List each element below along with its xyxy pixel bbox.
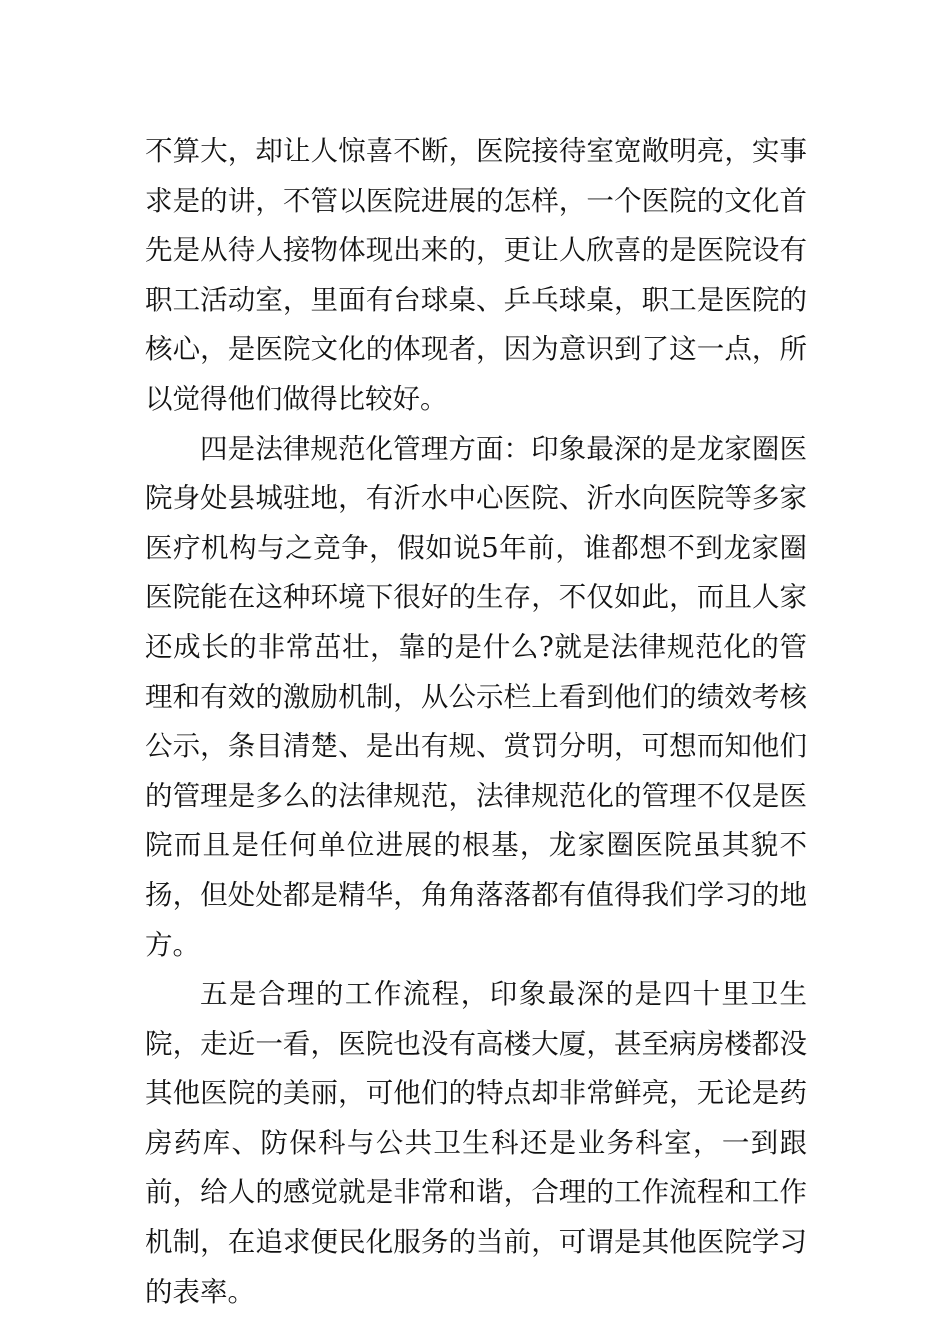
paragraph-workflow: 五是合理的工作流程，印象最深的是四十里卫生院，走近一看，医院也没有高楼大厦，甚至病房楼都没其他医院的美丽，可他们的特点却非常鲜亮，无论是药房药库、防保科与公共卫生科还是业务科室，一到跟前，给人的感觉就是非常和谐，合理的工作流程和工作机制，在追求便民化服务的当前，可谓是其他医院学习的表率。 xyxy=(145,978,807,1308)
paragraph-legal-management: 四是法律规范化管理方面：印象最深的是龙家圈医院身处县城驻地，有沂水中心医院、沂水向医院等多家医疗机构与之竞争，假如说5年前，谁都想不到龙家圈医院能在这种环境下很好的生存，不仅如此，而且人家还成长的非常茁壮，靠的是什么?就是法律规范化的管理和有效的激励机制，从公示栏上看到他们的绩效考核公示，条目清楚、是出有规、赏罚分明，可想而知他们的管理是多么的法律规范，法律规范化的管理不仅是医院而且是任何单位进展的根基，龙家圈医院虽其貌不扬，但处处都是精华，角角落落都有值得我们学习的地方。 xyxy=(145,432,807,961)
paragraph-continuation: 不算大，却让人惊喜不断，医院接待室宽敞明亮，实事求是的讲，不管以医院进展的怎样，一个医院的文化首先是从待人接物体现出来的，更让人欣喜的是医院设有职工活动室，里面有台球桌、乒乓球桌，职工是医院的核心，是医院文化的体现者，因为意识到了这一点，所以觉得他们做得比较好。 xyxy=(145,135,807,415)
document-body xyxy=(145,127,807,1317)
